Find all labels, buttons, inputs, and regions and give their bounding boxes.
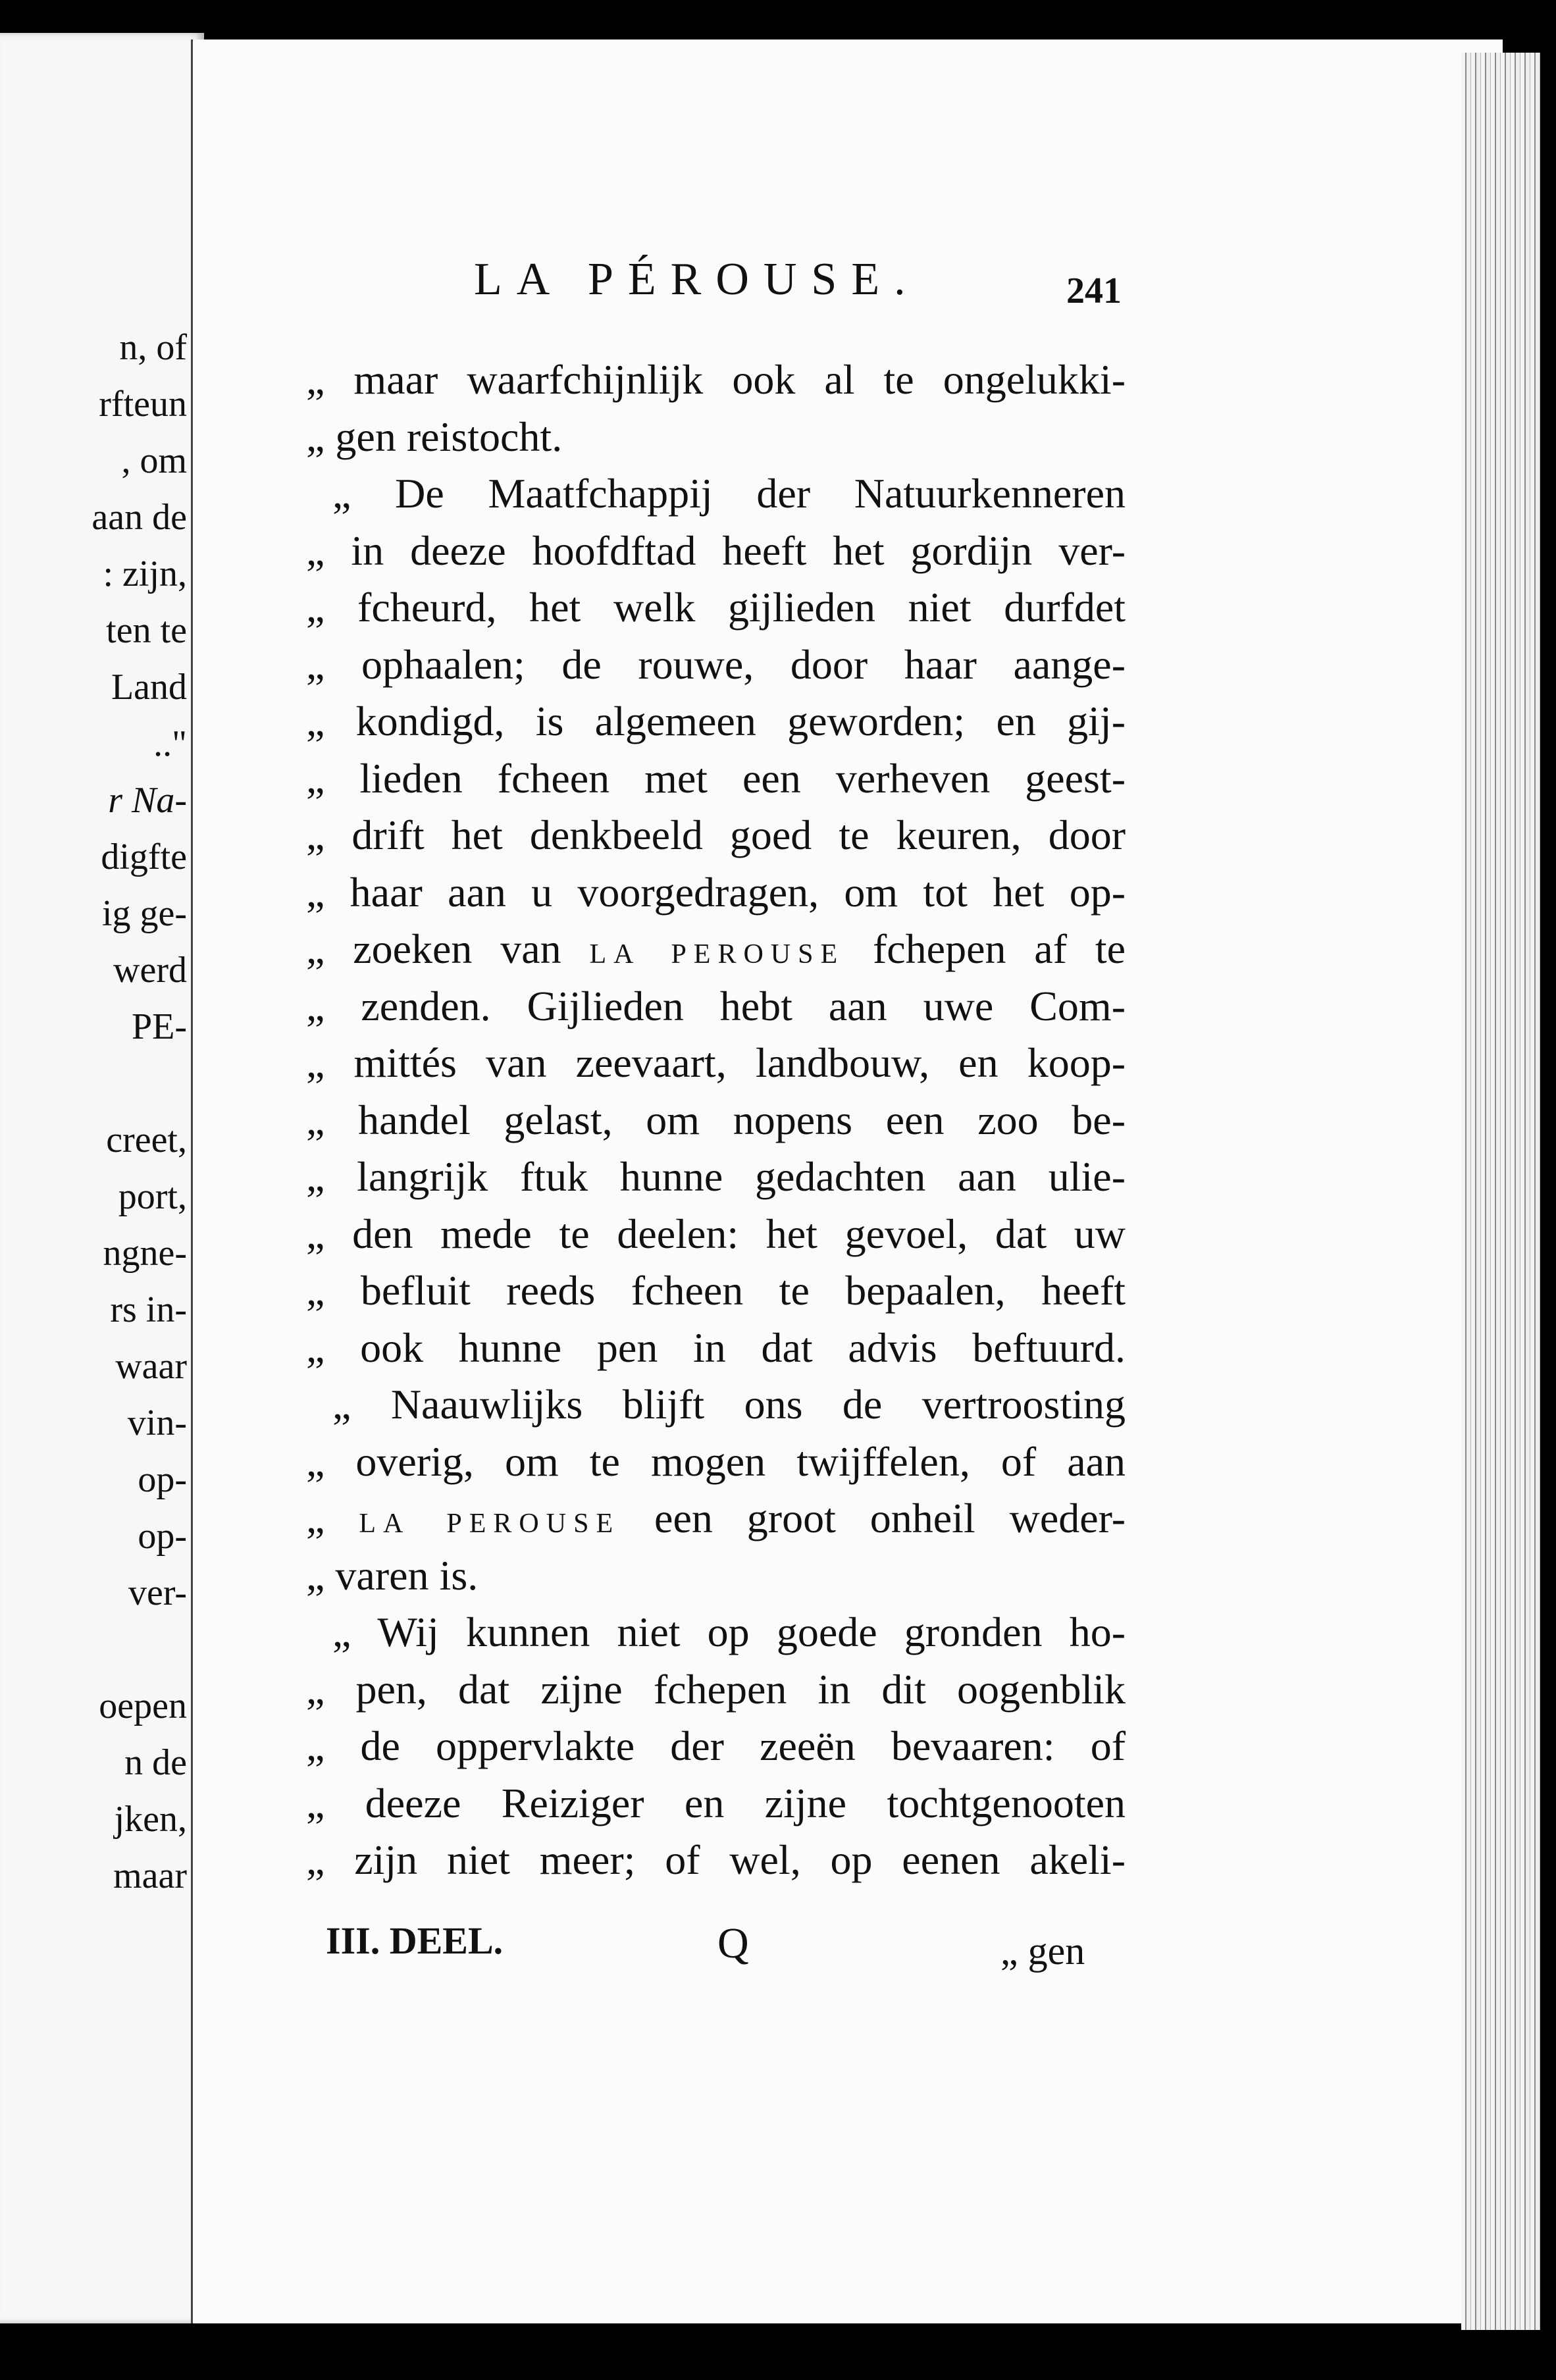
left-page-line: PE- bbox=[132, 1006, 187, 1047]
left-page-line: ten te bbox=[106, 610, 187, 651]
text-segment: „ varen is. bbox=[306, 1551, 479, 1599]
text-segment: „ maar waarfchijnlijk ook al te ongelukki- bbox=[306, 356, 1126, 403]
left-page-line: Land bbox=[111, 667, 187, 708]
left-page-line: rfteun bbox=[99, 384, 187, 425]
text-segment: „ ophaalen; de rouwe, door haar aange- bbox=[306, 640, 1126, 688]
left-page-line: : zijn, bbox=[103, 554, 187, 594]
left-page-line: rs in- bbox=[110, 1289, 187, 1330]
left-page-line: n de bbox=[124, 1742, 187, 1783]
text-line bbox=[306, 1153, 1126, 1200]
text-segment: „ zoeken van bbox=[306, 925, 590, 972]
left-page-line: ver- bbox=[128, 1572, 187, 1613]
left-page-line: oepen bbox=[99, 1686, 187, 1726]
catchword: „ gen bbox=[1000, 1929, 1085, 1973]
text-segment: fchepen af te bbox=[844, 925, 1126, 972]
scan-border-bottom bbox=[0, 2330, 1556, 2380]
left-page-line: n, of bbox=[119, 327, 187, 368]
text-segment: „ overig, om te mogen twijffelen, of aan bbox=[306, 1437, 1126, 1485]
text-segment: „ zenden. Gijlieden hebt aan uwe Com- bbox=[306, 982, 1126, 1029]
text-segment: „ kondigd, is algemeen geworden; en gij- bbox=[306, 698, 1126, 744]
text-line bbox=[306, 814, 1126, 856]
left-page-line: op- bbox=[138, 1516, 187, 1557]
text-line bbox=[306, 1039, 1126, 1086]
text-line bbox=[332, 1611, 1126, 1653]
text-segment: „ de oppervlakte der zeeën bevaaren: of bbox=[306, 1722, 1126, 1769]
text-segment: „ Wij kunnen niet op goede gronden ho- bbox=[332, 1609, 1126, 1655]
text-line bbox=[306, 586, 1126, 629]
text-segment: een groot onheil weder- bbox=[620, 1495, 1126, 1541]
text-line bbox=[306, 356, 1126, 403]
text-segment: „ Naauwlijks blijft ons de vertroosting bbox=[332, 1381, 1126, 1428]
text-line bbox=[306, 1836, 1126, 1883]
text-segment: „ haar aan u voorgedragen, om tot het op- bbox=[306, 868, 1126, 916]
left-page-line: vin- bbox=[127, 1403, 187, 1443]
text-line bbox=[306, 527, 1126, 574]
page-number: 241 bbox=[1066, 271, 1122, 311]
text-segment: „ zijn niet meer; of wel, op eenen akeli- bbox=[306, 1836, 1126, 1883]
text-line bbox=[306, 1722, 1126, 1769]
text-segment: „ deeze Reiziger en zijne tochtgenooten bbox=[306, 1779, 1126, 1826]
text-segment: „ langrijk ftuk hunne gedachten aan ulie- bbox=[306, 1153, 1126, 1200]
text-segment: „ bbox=[306, 1495, 359, 1541]
running-head: LA PÉROUSE. bbox=[474, 254, 920, 305]
text-line bbox=[306, 754, 1126, 802]
left-page-line: waar bbox=[115, 1346, 187, 1387]
text-line bbox=[306, 925, 1126, 972]
text-segment: „ in deeze hoofdftad heeft het gordijn ver- bbox=[306, 527, 1126, 574]
left-page-line: port, bbox=[118, 1176, 187, 1217]
text-segment: „ pen, dat zijne fchepen in dit oogenblik bbox=[306, 1665, 1126, 1713]
text-segment: „ ook hunne pen in dat advis beftuurd. bbox=[306, 1324, 1126, 1371]
page-edges bbox=[1461, 53, 1540, 2343]
text-line bbox=[306, 868, 1126, 916]
text-line bbox=[306, 1210, 1126, 1257]
text-line bbox=[306, 1096, 1126, 1143]
text-segment: „ handel gelast, om nopens een zoo be- bbox=[306, 1096, 1126, 1143]
left-page-line: ngne- bbox=[103, 1233, 187, 1274]
text-line bbox=[306, 1779, 1126, 1826]
text-line bbox=[306, 1437, 1126, 1485]
text-line bbox=[332, 1381, 1126, 1428]
text-segment: „ De Maatfchappij der Natuurkenneren bbox=[332, 470, 1126, 517]
text-line bbox=[306, 982, 1126, 1029]
text-line bbox=[306, 700, 1126, 742]
left-page-line: ig ge- bbox=[101, 893, 187, 934]
text-line bbox=[306, 1267, 1126, 1314]
text-line bbox=[306, 1665, 1126, 1713]
text-line bbox=[306, 640, 1126, 688]
left-page-line: aan de bbox=[91, 497, 187, 538]
left-page-line: jken, bbox=[114, 1799, 187, 1840]
small-caps-name: LA PEROUSE bbox=[589, 939, 845, 970]
left-page-line: op- bbox=[138, 1459, 187, 1500]
text-line bbox=[306, 1497, 1126, 1539]
small-caps-name: LA PEROUSE bbox=[359, 1509, 621, 1539]
left-page-line: creet, bbox=[106, 1120, 187, 1160]
scan-border-top bbox=[0, 0, 1556, 39]
text-segment: „ gen reistocht. bbox=[306, 413, 563, 460]
text-line bbox=[306, 413, 563, 460]
left-page-line: werd bbox=[113, 950, 187, 991]
left-page-fragment bbox=[0, 33, 204, 2323]
text-segment: „ befluit reeds fcheen te bepaalen, heeft bbox=[306, 1267, 1126, 1314]
left-page-line: digfte bbox=[101, 837, 187, 877]
text-segment: „ den mede te deelen: het gevoel, dat uw bbox=[306, 1210, 1126, 1257]
text-line bbox=[332, 470, 1126, 517]
text-line bbox=[306, 1324, 1126, 1371]
text-line bbox=[306, 1551, 479, 1599]
text-segment: „ mittés van zeevaart, landbouw, en koop- bbox=[306, 1039, 1126, 1086]
text-segment: „ lieden fcheen met een verheven geest- bbox=[306, 754, 1126, 802]
left-page-line: maar bbox=[113, 1855, 187, 1896]
text-segment: „ drift het denkbeeld goed te keuren, door bbox=[306, 812, 1126, 858]
signature-mark: Q bbox=[717, 1919, 749, 1967]
left-page-line: .." bbox=[153, 723, 187, 764]
left-page-line: r Na- bbox=[108, 780, 187, 821]
left-page-line: , om bbox=[121, 440, 187, 481]
signature-line: III. DEEL. bbox=[326, 1919, 504, 1962]
text-segment: „ fcheurd, het welk gijlieden niet durfdet bbox=[306, 584, 1126, 631]
